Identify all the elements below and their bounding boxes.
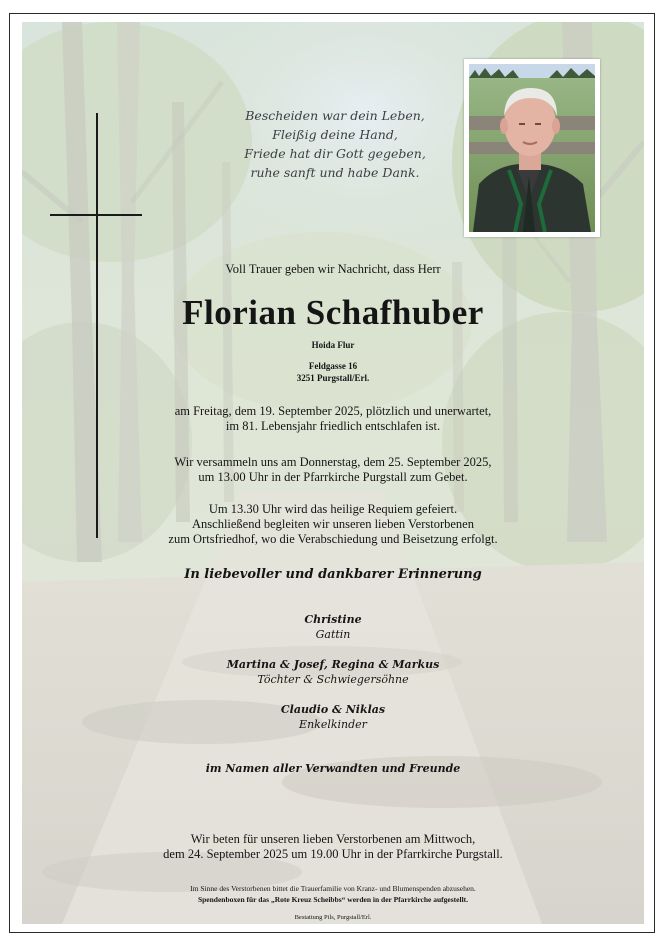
family-group (22, 657, 644, 687)
poem-line: Friede hat dir Gott gegeben, (244, 146, 426, 161)
intro-line: Voll Trauer geben wir Nachricht, dass Herr (225, 262, 441, 276)
poem-line: Fleißig deine Hand, (272, 127, 398, 142)
family-group (22, 612, 644, 642)
gathering-line: um 13.00 Uhr in der Pfarrkirche Purgstall zum Gebet. (198, 470, 468, 484)
memorial-poem (210, 106, 460, 182)
prayer-line: Wir beten für unseren lieben Verstorbenen am Mittwoch, (190, 832, 476, 846)
death-notice-line: am Freitag, dem 19. September 2025, plötzlich und unerwartet, (174, 404, 492, 418)
address-street: Feldgasse 16 (308, 361, 358, 371)
death-notice-line: im 81. Lebensjahr friedlich entschlafen ist. (225, 419, 441, 433)
memory-line: In liebevoller und dankbarer Erinnerung (184, 567, 482, 582)
cross-icon-crossbar (50, 214, 142, 216)
family-role: Töchter & Schwiegersöhne (257, 673, 409, 686)
poem-line: Bescheiden war dein Leben, (245, 108, 425, 123)
deceased-nickname: Hoida Flur (311, 340, 355, 350)
family-group (22, 702, 644, 732)
family-names: Christine (304, 613, 362, 626)
requiem-line: Anschließend begleiten wir unseren lieben Verstorbenen (192, 517, 474, 531)
death-notice (22, 404, 644, 434)
address-city: 3251 Purgstall/Erl. (296, 373, 370, 383)
donation-note-line: Im Sinne des Verstorbenen bittet die Trauerfamilie von Kranz- und Blumenspenden abzusehen. (190, 884, 476, 893)
undertaker-credit: Bestattung Pils, Purgstall/Erl. (294, 914, 372, 921)
requiem-line: Um 13.30 Uhr wird das heilige Requiem gefeiert. (208, 502, 458, 516)
family-names: Claudio & Niklas (280, 703, 386, 716)
donation-note-line: Spendenboxen für das „Rote Kreuz Scheibbs“ werden in der Pfarrkirche aufgestellt. (197, 894, 469, 904)
gathering-line: Wir versammeln uns am Donnerstag, dem 25. September 2025, (174, 455, 492, 469)
portrait-photo (464, 59, 600, 237)
requiem-notice (22, 502, 644, 547)
deceased-name: Florian Schafhuber (182, 293, 484, 332)
relatives-line: im Namen aller Verwandten und Freunde (205, 762, 461, 775)
prayer-notice (22, 832, 644, 862)
family-names: Martina & Josef, Regina & Markus (226, 658, 440, 671)
requiem-line: zum Ortsfriedhof, wo die Verabschiedung und Beisetzung erfolgt. (168, 532, 498, 546)
family-role: Gattin (315, 628, 351, 641)
prayer-line: dem 24. September 2025 um 19.00 Uhr in der Pfarrkirche Purgstall. (163, 847, 503, 861)
family-role: Enkelkinder (299, 718, 367, 731)
poem-line: ruhe sanft und habe Dank. (250, 165, 420, 180)
donation-note (22, 884, 644, 905)
gathering-notice (22, 455, 644, 485)
